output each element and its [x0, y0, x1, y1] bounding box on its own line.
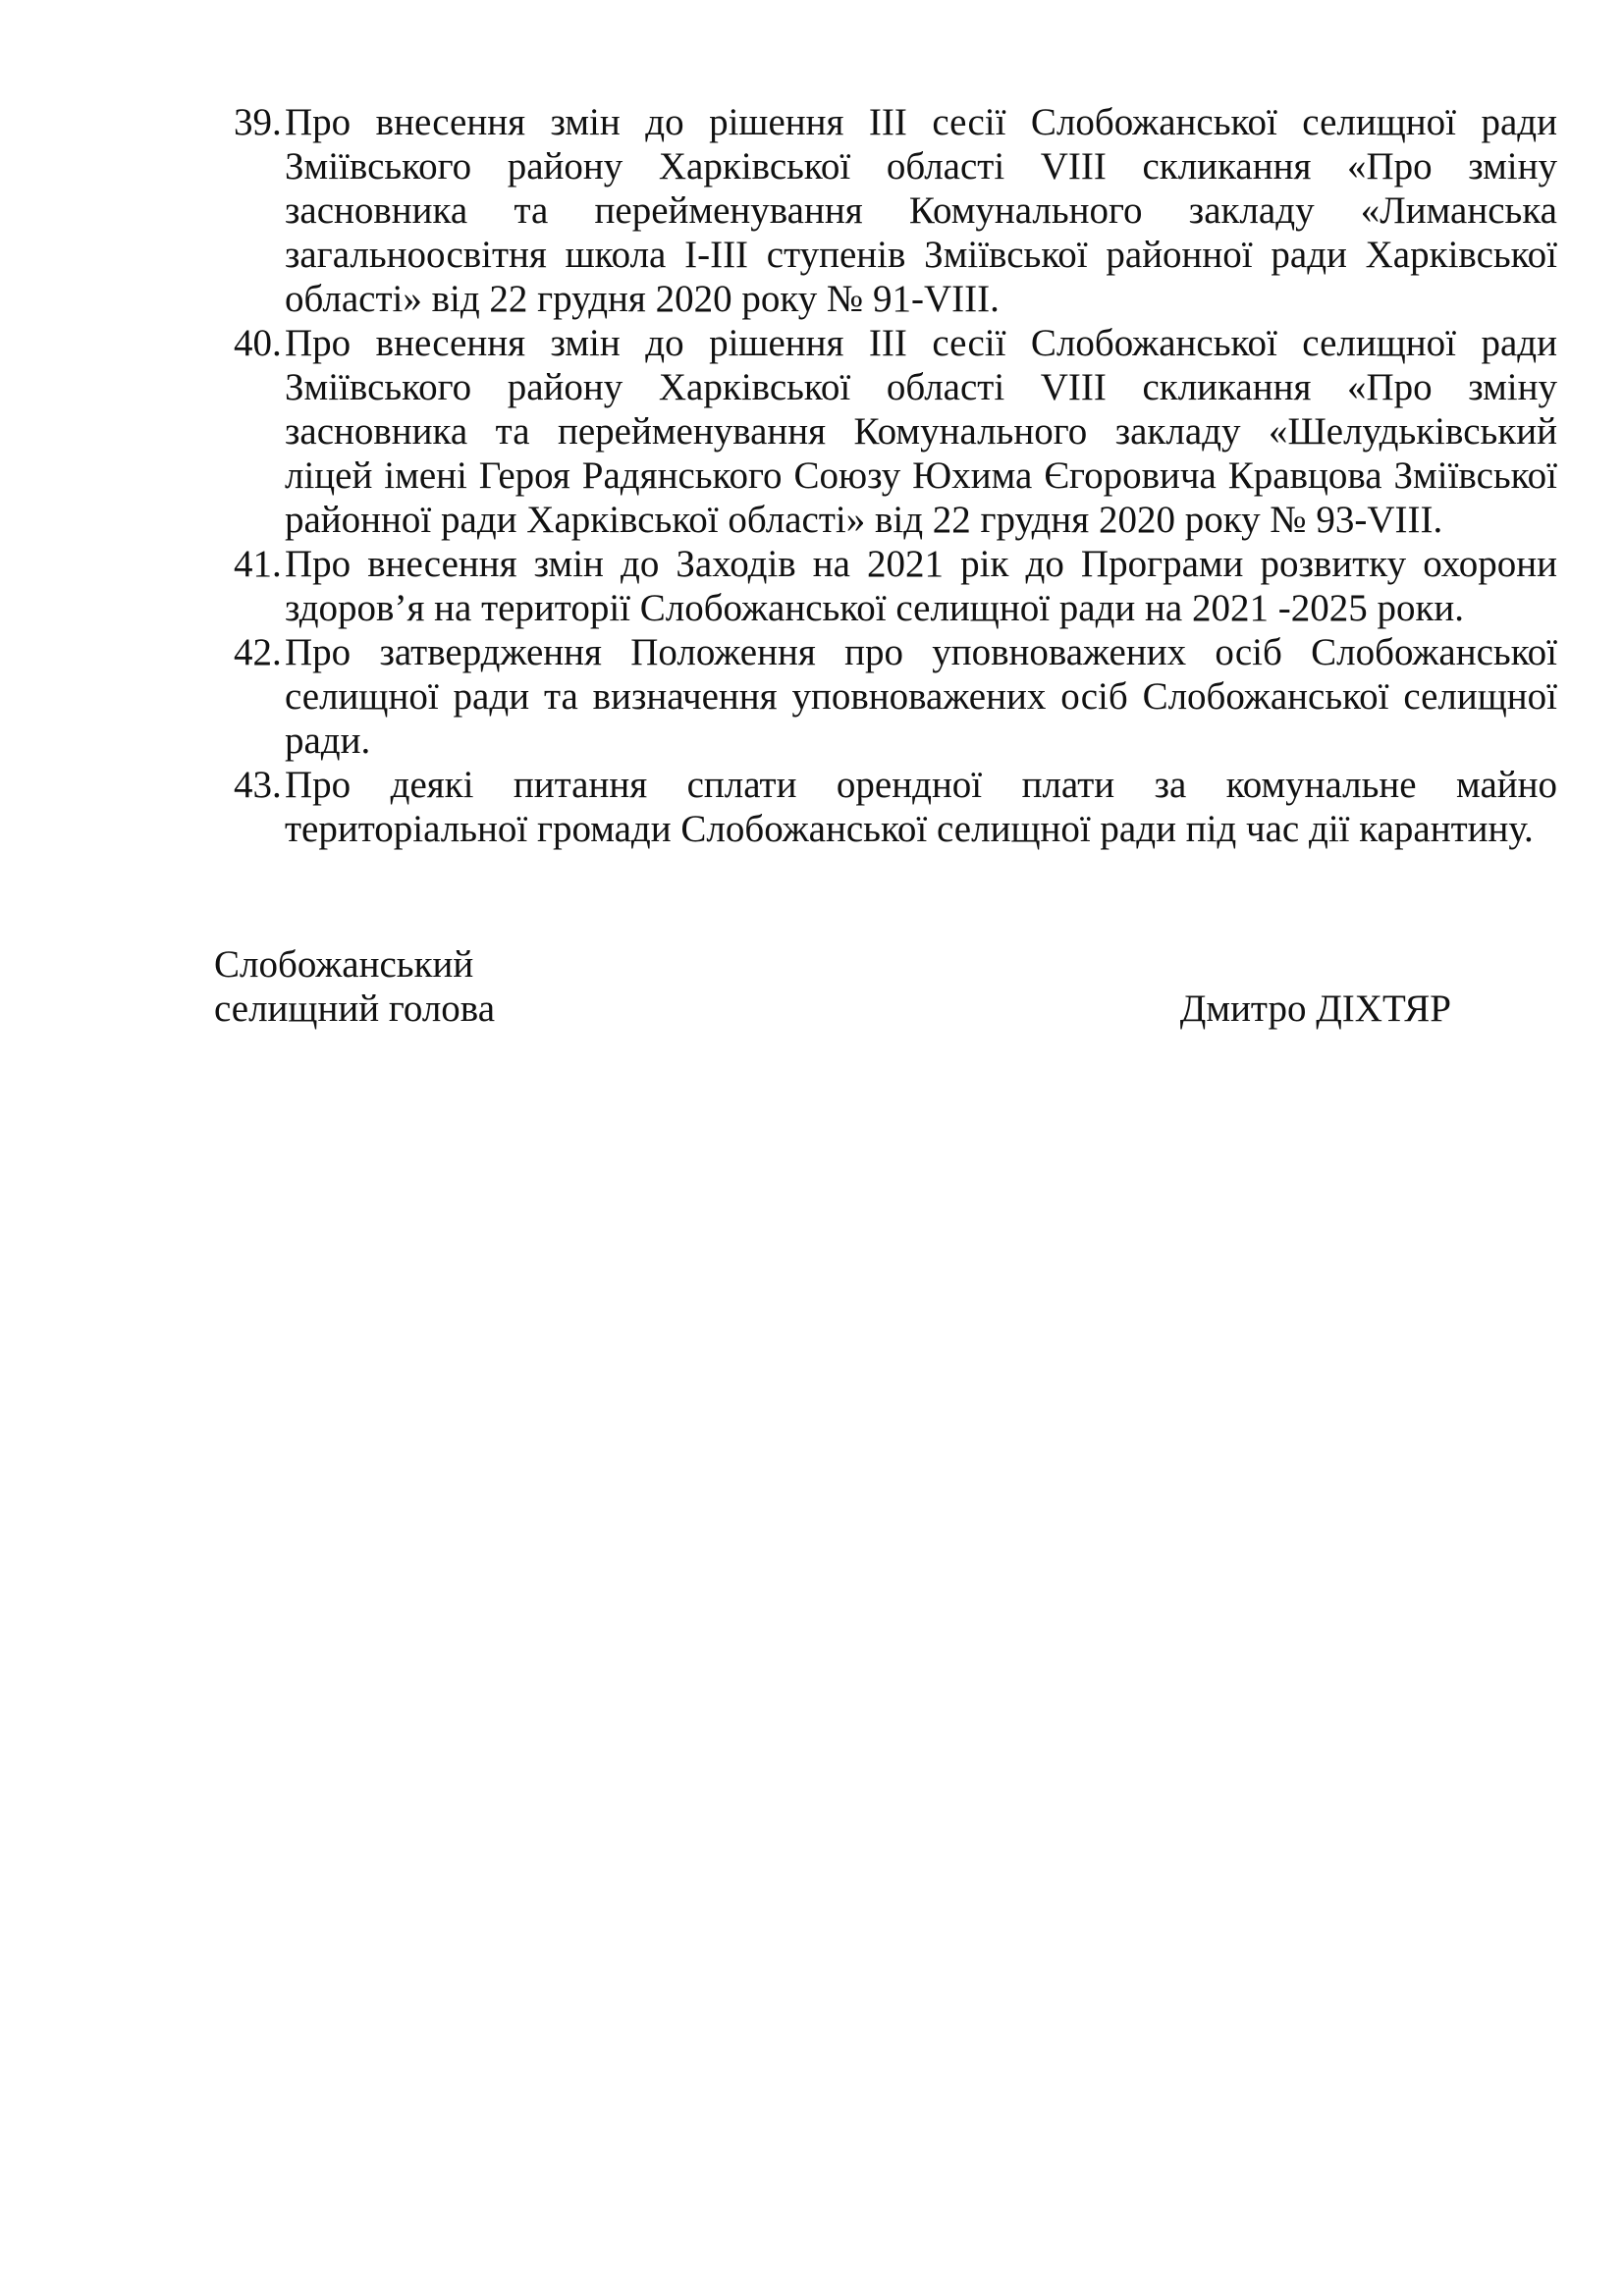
item-number: 41.: [234, 543, 282, 585]
agenda-item: [234, 630, 1557, 763]
item-text: Про затвердження Положення про уповноважених осіб Слобожанської селищної ради та визначення уповноважених осіб Слобожанської селищної ради.: [285, 631, 1557, 762]
item-number: 39.: [234, 101, 282, 143]
item-text: Про внесення змін до рішення III сесії Слобожанської селищної ради Зміївського району Харківської області VIII скликання «Про зміну засновника та перейменування Комунального закладу «Шелудьківський ліцей імені Героя Радянського Союзу Юхима Єгоровича Кравцова Зміївської районної ради Харківської області» від 22 грудня 2020 року № 93-VIII.: [285, 322, 1557, 541]
item-text: Про внесення змін до Заходів на 2021 рік до Програми розвитку охорони здоров’я на території Слобожанської селищної ради на 2021 -2025 роки.: [285, 543, 1557, 629]
agenda-item: [234, 100, 1557, 321]
item-text: Про деякі питання сплати орендної плати за комунальне майно територіальної громади Слобожанської селищної ради під час дії карантину.: [285, 764, 1557, 850]
agenda-list: [234, 100, 1557, 851]
agenda-item: [234, 542, 1557, 630]
signatory-name: Дмитро ДІХТЯР: [1179, 988, 1451, 1030]
signature-block: [214, 942, 1451, 1031]
item-number: 43.: [234, 764, 282, 806]
item-text: Про внесення змін до рішення III сесії Слобожанської селищної ради Зміївського району Харківської області VIII скликання «Про зміну засновника та перейменування Комунального закладу «Лиманська загальноосвітня школа I-III ступенів Зміївської районної ради Харківської області» від 22 грудня 2020 року № 91-VIII.: [285, 101, 1557, 320]
agenda-item: [234, 321, 1557, 542]
item-number: 42.: [234, 631, 282, 673]
signatory-title-line2: селищний голова: [214, 988, 496, 1030]
agenda-item: [234, 763, 1557, 851]
signatory-title-line1: Слобожанський: [214, 943, 474, 986]
item-number: 40.: [234, 322, 282, 364]
